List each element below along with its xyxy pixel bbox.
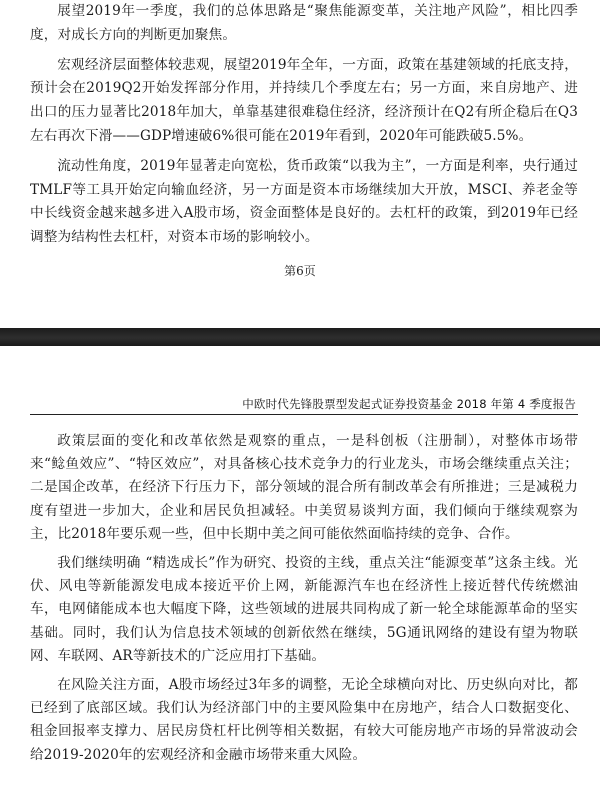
paragraph-policy: 政策层面的变化和改革依然是观察的重点，一是科创板（注册制），对整体市场带来“鲶鱼效应”、“特区效应”，对具备核心技术竞争力的行业龙头，市场会继续重点关注；二是国企改革，在经济下行压力下，部分领域的混合所有制改革会有所推进；三是减税力度有望进一步加大，企业和居民负担减轻。中美贸易谈判方面，我们倾向于继续观察为主，比2018年要乐观一些，但中长期中美之间可能依然面临持续的竞争、合作。	[30, 433, 578, 542]
paragraph-risk: 在风险关注方面，A股市场经过3年多的调整，无论全球横向对比、历史纵向对比，都已经到了底部区域。我们认为经济部门中的主要风险集中在房地产，结合人口数据变化、租金回报率支撑力、居民房贷杠杆比例等相关数据，有较大可能房地产市场的异常波动会给2019-2020年的宏观经济和金融市场带来重大风险。	[30, 677, 578, 763]
paragraph-liquidity: 流动性角度，2019年显著走向宽松，货币政策“以我为主”，一方面是利率，央行通过TMLF等工具开始定向输血经济，另一方面是资本市场继续加大开放，MSCI、养老金等中长线资金越来越多进入A股市场，资金面整体是良好的。去杠杆的政策，到2019年已经调整为结构性去杠杆，对资本市场的影响较小。	[30, 157, 578, 246]
paragraph-outlook: 展望2019年一季度，我们的总体思路是“聚焦能源变革，关注地产风险”，相比四季度，对成长方向的判断更加聚焦。	[30, 3, 578, 43]
page-bottom	[0, 346, 600, 795]
paragraph-macro: 宏观经济层面整体较悲观，展望2019年全年，一方面，政策在基建领域的托底支持，预计会在2019Q2开始发挥部分作用，并持续几个季度左右；另一方面，来自房地产、进出口的压力显著比2018年加大，单靠基建很难稳住经济，经济预计在Q2有所企稳后在Q3左右再次下滑——GDP增速破6%很可能在2019年看到，2020年可能跌破5.5%。	[30, 56, 578, 144]
header-rule	[30, 414, 578, 415]
page-top-body	[30, 0, 578, 250]
page-top	[0, 0, 600, 328]
page-number: 第6页	[284, 264, 316, 278]
page-bottom-body	[30, 430, 578, 767]
report-header: 中欧时代先锋股票型发起式证券投资基金 2018 年第 4 季度报告	[242, 397, 576, 411]
paragraph-growth: 我们继续明确 “精选成长”作为研究、投资的主线，重点关注“能源变革”这条主线。光伏、风电等新能源发电成本接近平价上网，新能源汽车也在经济性上接近替代传统燃油车，电网储能成本也大幅度下降，这些领域的进展共同构成了新一轮全球能源革命的坚实基础。同时，我们认为信息技术领域的创新依然在继续，5G通讯网络的建设有望为物联网、车联网、AR等新技术的广泛应用打下基础。	[30, 555, 578, 664]
page-divider	[0, 328, 600, 346]
